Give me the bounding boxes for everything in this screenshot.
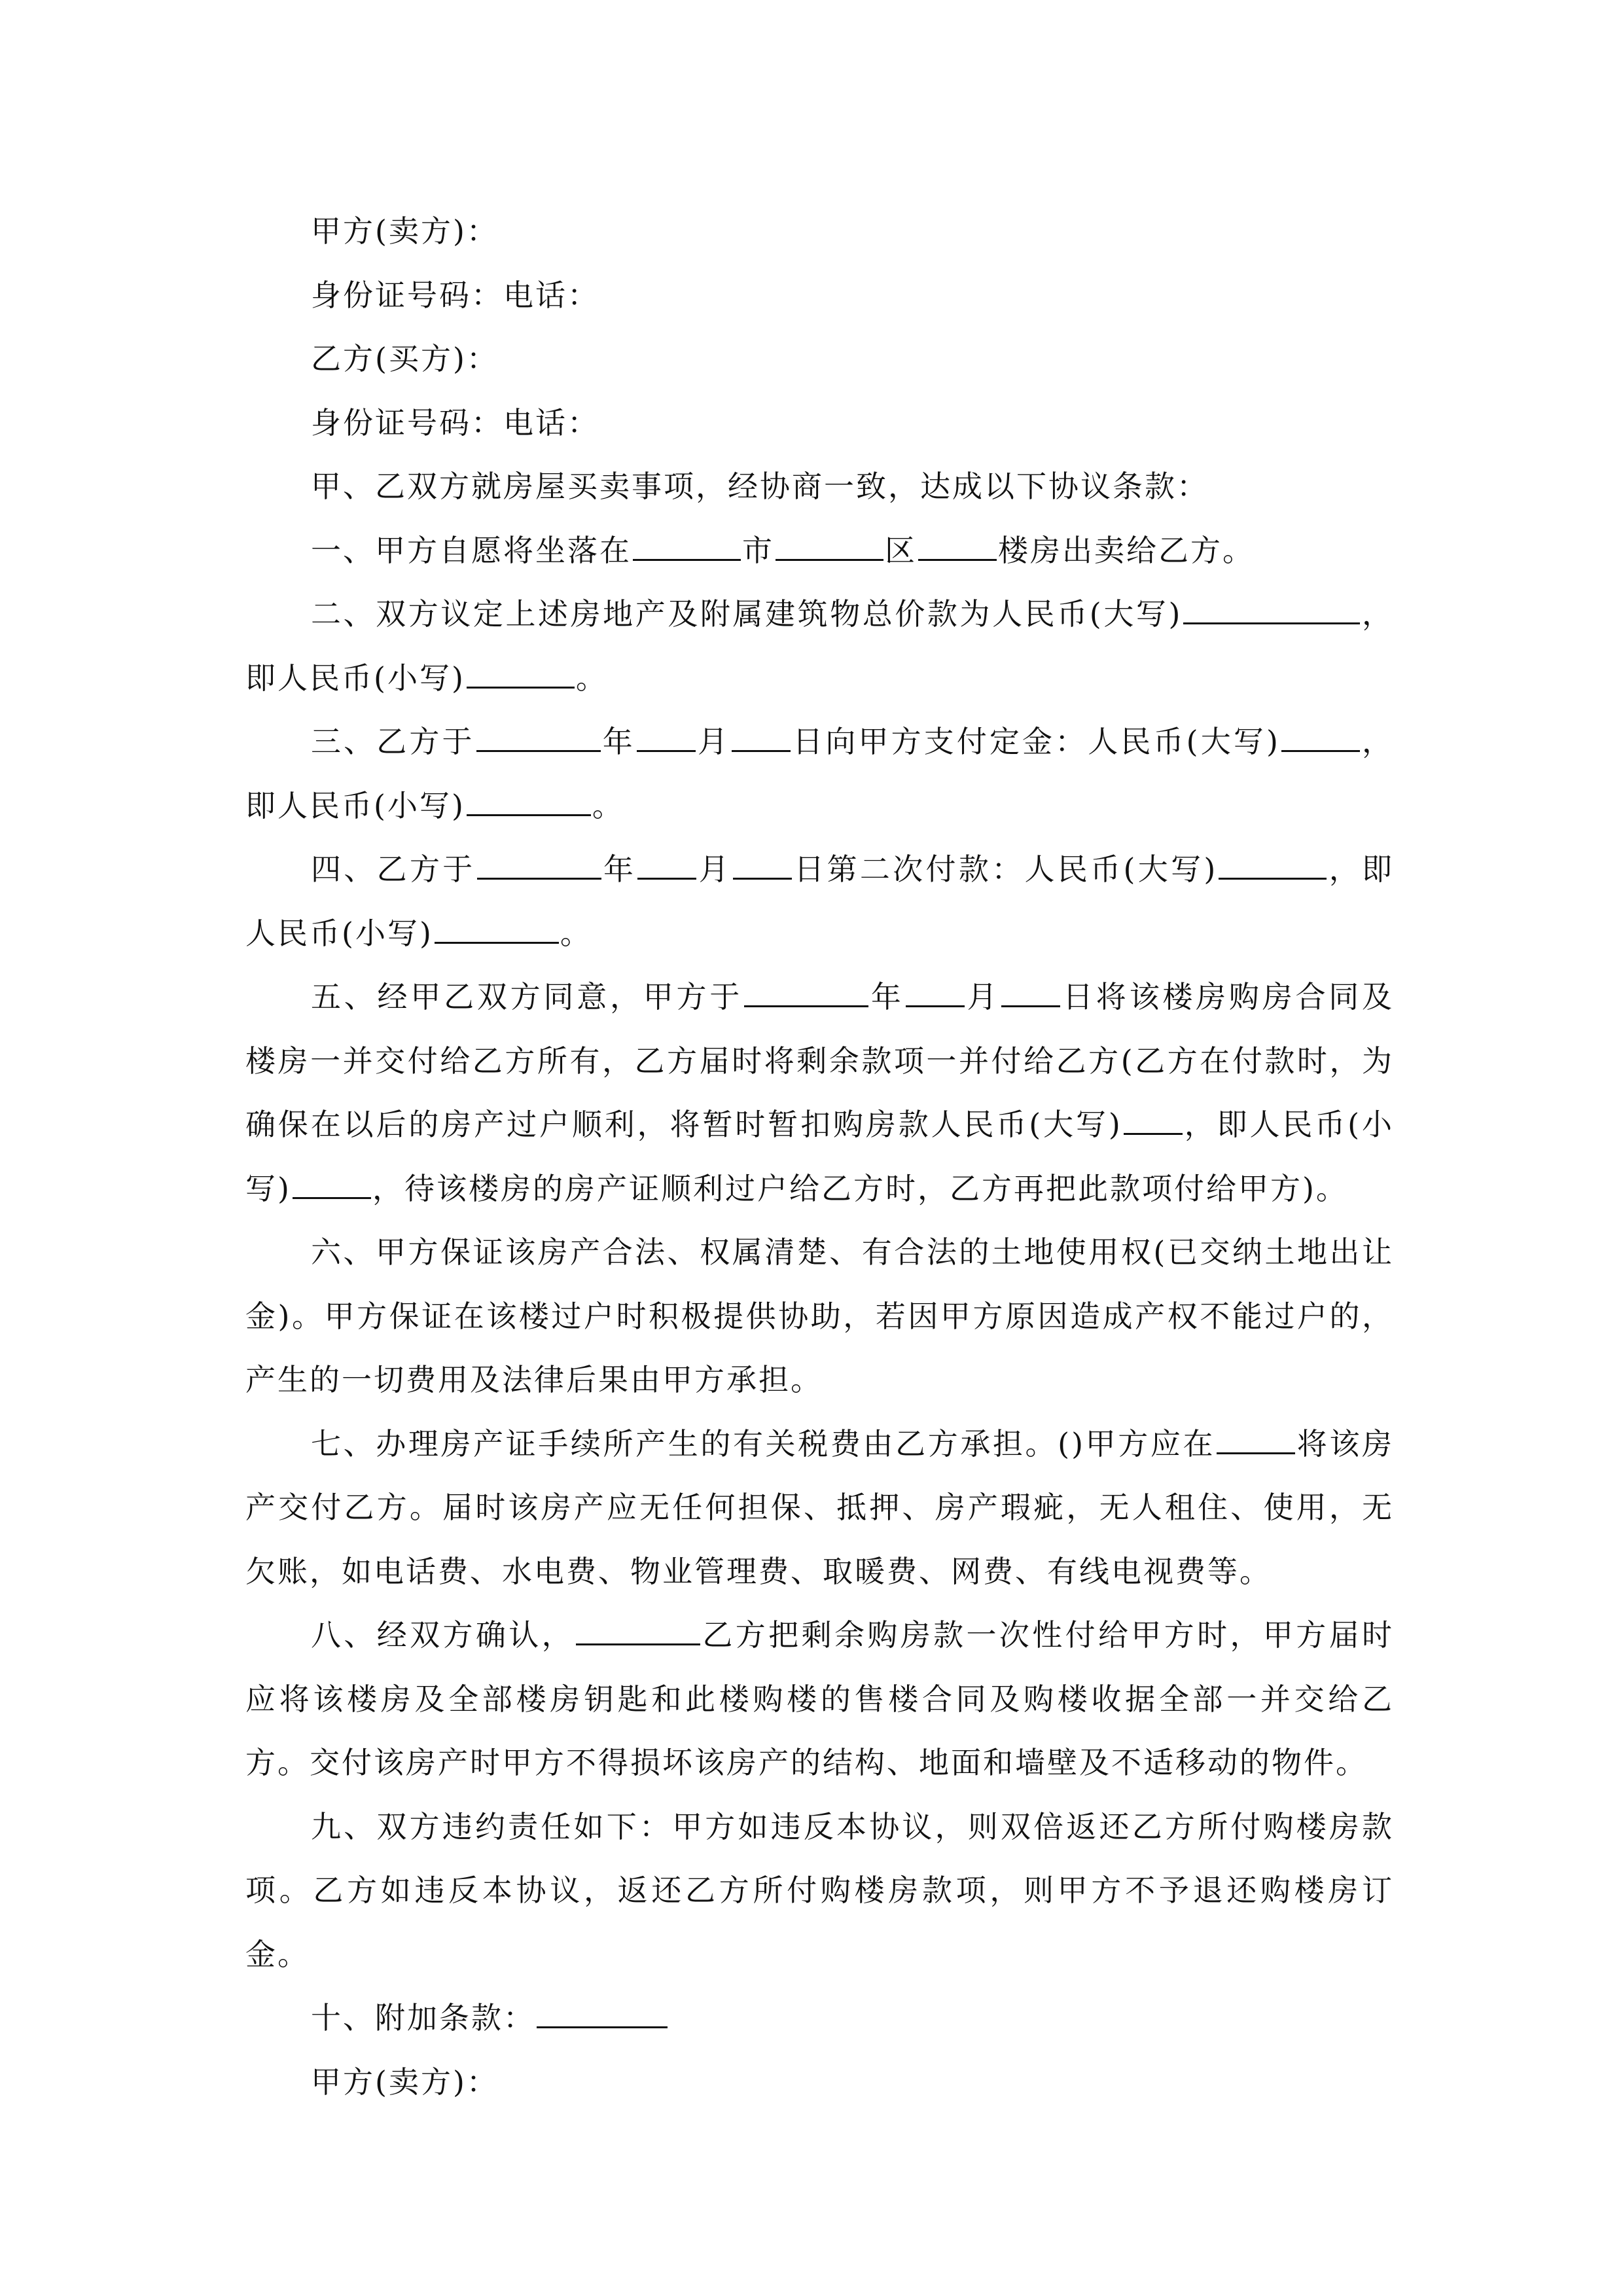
footer-seller-label: 甲方(卖方)： <box>311 2064 499 2100</box>
clause-text: 年 <box>870 979 904 1014</box>
clause-text: 日向甲方支付定金：人民币(大写) <box>792 724 1280 759</box>
clause-text: 月 <box>965 979 1001 1014</box>
blank-delivery-date[interactable] <box>1217 1426 1295 1454</box>
clause-text: 区 <box>885 532 917 568</box>
blank-withheld-lowercase[interactable] <box>293 1171 371 1199</box>
clause-text: 二、双方议定上述房地产及附属建筑物总价款为人民币(大写) <box>311 596 1183 632</box>
seller-id-phone-field <box>245 264 1394 328</box>
blank-deposit-year[interactable] <box>476 724 601 752</box>
clause-text: 月 <box>698 852 732 887</box>
clause-text: 即人民币(小写) <box>245 660 465 696</box>
clause-text: 日第二次付款：人民币(大写) <box>793 852 1218 887</box>
clause-text: ， <box>1361 724 1395 759</box>
seller-label: 甲方(卖方)： <box>311 213 499 249</box>
clause-text: ， <box>1361 596 1394 632</box>
buyer-label: 乙方(买方)： <box>311 341 499 376</box>
clause-3 <box>245 710 1394 838</box>
clause-text: 市 <box>742 532 774 568</box>
clause-text: 三、乙方于 <box>311 724 475 759</box>
blank-confirmation[interactable] <box>576 1617 700 1645</box>
clause-text: 六、甲方保证该房产合法、权属清楚、有合法的土地使用权(已交纳土地出让金)。甲方保证在该楼过户时积极提供协助，若因甲方原因造成产权不能过户的，产生的一切费用及法律后果由甲方承担。 <box>245 1234 1394 1397</box>
clause-text: 年 <box>601 724 635 759</box>
clause-text: 即人民币(小写) <box>245 852 1395 951</box>
clause-text: 十、附加条款： <box>311 2000 535 2036</box>
blank-city[interactable] <box>633 533 741 561</box>
clause-4 <box>245 838 1394 965</box>
blank-building[interactable] <box>918 533 997 561</box>
blank-deposit-day[interactable] <box>732 724 791 752</box>
clause-text: ， <box>1328 852 1363 887</box>
clause-text: 。 <box>560 915 592 951</box>
blank-second-payment-uppercase[interactable] <box>1219 852 1327 880</box>
blank-handover-day[interactable] <box>1001 979 1060 1007</box>
clause-text: 年 <box>602 852 637 887</box>
buyer-id-phone-field <box>245 391 1394 456</box>
clause-text: 七、办理房产证手续所产生的有关税费由乙方承担。()甲方应在 <box>311 1426 1216 1462</box>
blank-district[interactable] <box>776 533 883 561</box>
blank-additional-terms[interactable] <box>537 2000 668 2028</box>
blank-handover-year[interactable] <box>744 979 868 1007</box>
clause-text: 五、经甲乙双方同意，甲方于 <box>311 979 743 1014</box>
blank-second-payment-lowercase[interactable] <box>435 916 559 944</box>
contract-body <box>245 200 1394 2114</box>
blank-deposit-lowercase[interactable] <box>467 788 591 816</box>
preamble <box>245 455 1394 519</box>
seller-name-field <box>245 200 1394 264</box>
clause-5 <box>245 965 1394 1221</box>
clause-10 <box>245 1986 1394 2051</box>
clause-text: 即人民币(小写) <box>245 787 465 823</box>
clause-text: 日将该楼房购房合同及楼房一并交付给乙方所有，乙方届时将剩余款项一并付给乙方(乙方在付款时，为确保在以后的房产过户顺利，将暂时暂扣购房款人民币(大写) <box>245 979 1395 1142</box>
blank-deposit-uppercase[interactable] <box>1281 724 1360 752</box>
buyer-id-phone-label: 身份证号码：电话： <box>311 404 599 440</box>
clause-text: 四、乙方于 <box>311 852 476 887</box>
blank-second-payment-month[interactable] <box>637 852 696 880</box>
clause-text: 月 <box>696 724 731 759</box>
clause-text: 。 <box>575 660 608 696</box>
blank-withheld-uppercase[interactable] <box>1124 1107 1183 1135</box>
blank-second-payment-day[interactable] <box>733 852 792 880</box>
blank-deposit-month[interactable] <box>637 724 696 752</box>
clause-text: 楼房出卖给乙方。 <box>998 532 1255 568</box>
seller-id-phone-label: 身份证号码：电话： <box>311 277 599 313</box>
clause-text: 。 <box>592 787 624 823</box>
blank-second-payment-year[interactable] <box>477 852 601 880</box>
clause-text: ，待该楼房的房产证顺利过户给乙方时，乙方再把此款项付给甲方)。 <box>372 1170 1348 1206</box>
blank-handover-month[interactable] <box>906 979 965 1007</box>
clause-1 <box>245 519 1394 583</box>
clause-7 <box>245 1412 1394 1604</box>
clause-8 <box>245 1604 1394 1795</box>
clause-text: 九、双方违约责任如下：甲方如违反本协议，则双倍返还乙方所付购楼房款项。乙方如违反本协议，返还乙方所付购楼房款项，则甲方不予退还购楼房订金。 <box>245 1808 1394 1972</box>
footer-seller-field <box>245 2051 1394 2115</box>
clause-text: 乙方把剩余购房款一次性付给甲方时，甲方届时应将该楼房及全部楼房钥匙和此楼购楼的售楼合同及购楼收据全部一并交给乙方。交付该房产时甲方不得损坏该房产的结构、地面和墙壁及不适移动的物件。 <box>245 1617 1395 1780</box>
preamble-text: 甲、乙双方就房屋买卖事项，经协商一致，达成以下协议条款： <box>311 469 1209 504</box>
buyer-name-field <box>245 327 1394 391</box>
blank-total-price-lowercase[interactable] <box>467 660 575 689</box>
clause-text: 八、经双方确认， <box>311 1617 575 1653</box>
clause-6 <box>245 1221 1394 1412</box>
blank-total-price-uppercase[interactable] <box>1183 596 1360 624</box>
clause-9 <box>245 1795 1394 1987</box>
clause-2 <box>245 583 1394 710</box>
clause-text: ，即人民币(小写) <box>245 1107 1394 1206</box>
clause-text: 一、甲方自愿将坐落在 <box>311 532 632 568</box>
clause-text: 将该房产交付乙方。届时该房产应无任何担保、抵押、房产瑕疵，无人租住、使用，无欠账，如电话费、水电费、物业管理费、取暖费、网费、有线电视费等。 <box>245 1426 1394 1589</box>
